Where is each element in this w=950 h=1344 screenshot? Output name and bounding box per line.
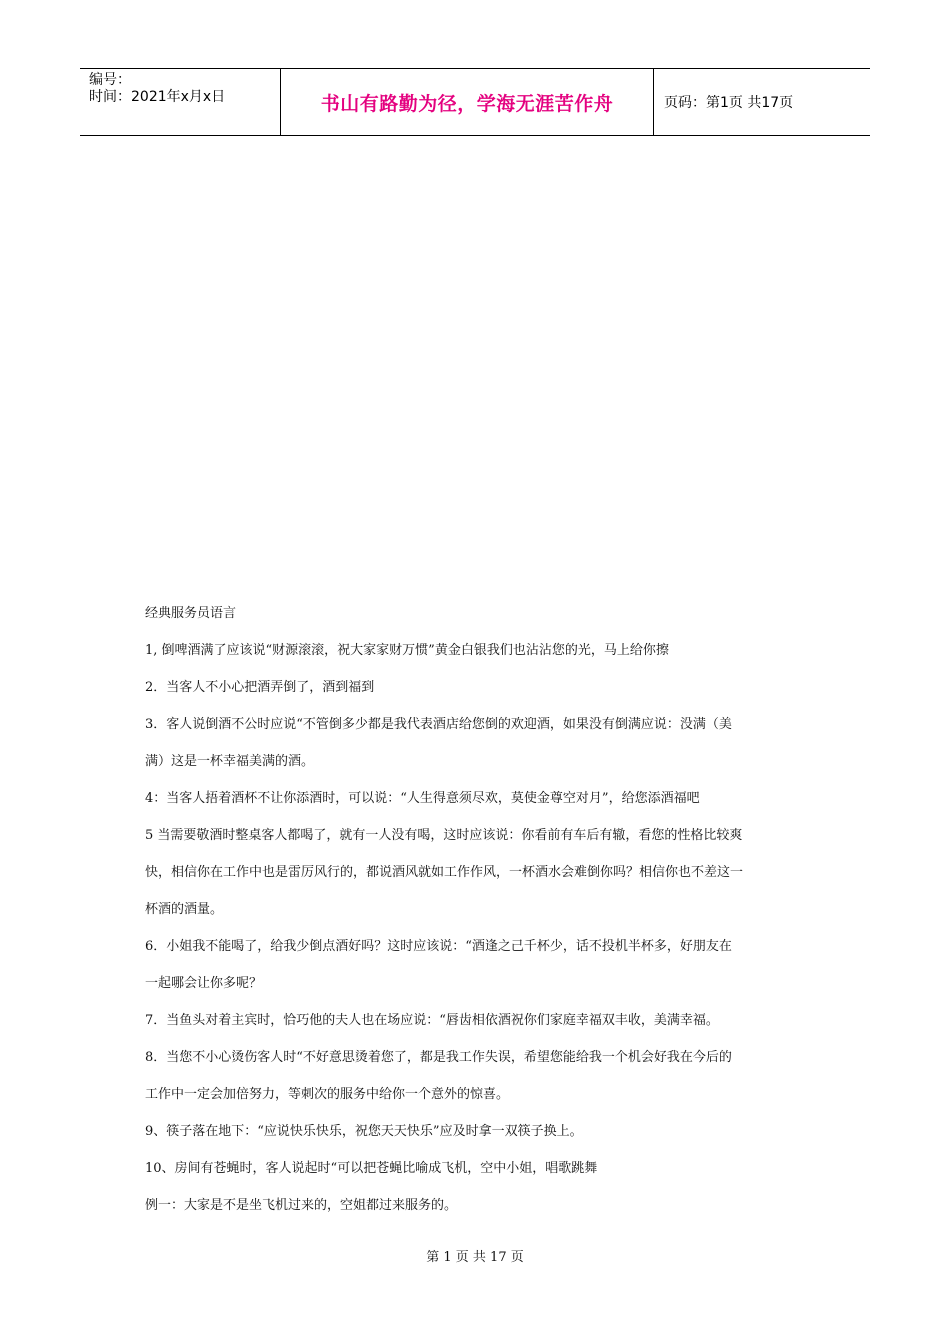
document-body — [145, 595, 810, 1224]
body-line: 杯酒的酒量。 — [145, 902, 224, 917]
header-page-label: 页码：第1页 共17页 — [664, 95, 794, 111]
body-line: 满）这是一杯幸福美满的酒。 — [145, 754, 315, 769]
body-line: 5 当需要敬酒时整桌客人都喝了，就有一人没有喝，这时应该说：你看前有车后有辙，看您的性格比较爽 — [145, 828, 743, 843]
page-footer: 第 1 页 共 17 页 — [426, 1250, 524, 1265]
header-motto: 书山有路勤为径，学海无涯苦作舟 — [281, 69, 654, 135]
number-label: 编号： — [89, 72, 131, 88]
header-table — [80, 68, 870, 136]
body-line: 4：当客人捂着酒杯不让你添酒时，可以说：“人生得意须尽欢，莫使金尊空对月”，给您添酒福吧 — [145, 791, 700, 806]
body-line: 1, 倒啤酒满了应该说“财源滚滚，祝大家家财万惯”黄金白银我们也沾沾您的光，马上给你擦 — [145, 643, 669, 658]
header-info-cell — [80, 69, 281, 135]
body-line: 9、筷子落在地下：“应说快乐快乐，祝您天天快乐”应及时拿一双筷子换上。 — [145, 1124, 583, 1139]
body-line: 2．当客人不小心把酒弄倒了，酒到福到 — [145, 680, 375, 695]
body-line: 例一：大家是不是坐飞机过来的，空姐都过来服务的。 — [145, 1198, 458, 1213]
body-line: 8．当您不小心烫伤客人时“不好意思烫着您了，都是我工作失误，希望您能给我一个机会好我在今后的 — [145, 1050, 732, 1065]
body-line: 工作中一定会加倍努力，等刺次的服务中给你一个意外的惊喜。 — [145, 1087, 510, 1102]
body-line: 6．小姐我不能喝了，给我少倒点酒好吗？这时应该说：“酒逢之己千杯少，话不投机半杯多，好朋友在 — [145, 939, 732, 954]
document-title: 经典服务员语言 — [145, 606, 237, 621]
body-line: 3．客人说倒酒不公时应说“不管倒多少都是我代表酒店给您倒的欢迎酒，如果没有倒满应说：没满（美 — [145, 717, 732, 732]
time-label: 时间：2021年x月x日 — [89, 89, 226, 105]
body-line: 一起哪会让你多呢？ — [145, 976, 263, 991]
body-line: 7．当鱼头对着主宾时，恰巧他的夫人也在场应说：“唇齿相依酒祝你们家庭幸福双丰收，美满幸福。 — [145, 1013, 719, 1028]
body-line: 10、房间有苍蝇时，客人说起时“可以把苍蝇比喻成飞机，空中小姐，唱歌跳舞 — [145, 1161, 598, 1176]
body-line: 快，相信你在工作中也是雷厉风行的，都说酒风就如工作作风，一杯酒水会难倒你吗？相信你也不差这一 — [145, 865, 744, 880]
